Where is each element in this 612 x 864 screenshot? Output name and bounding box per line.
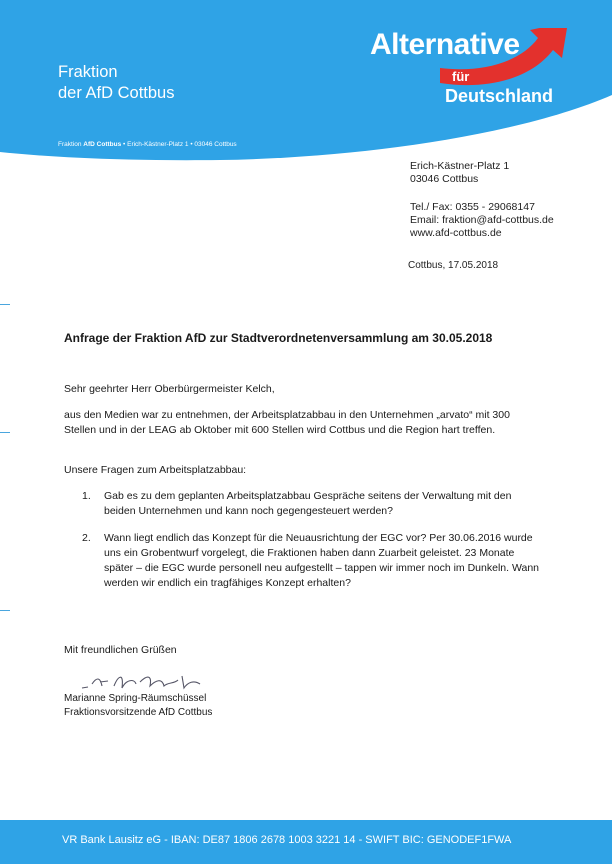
contact-city: 03046 Cottbus (410, 173, 479, 185)
contact-block (410, 160, 554, 240)
question-number: 2. (82, 532, 91, 544)
signer-name: Marianne Spring-Räumschüssel (64, 693, 207, 704)
contact-street: Erich-Kästner-Platz 1 (410, 160, 510, 172)
fold-mark (0, 304, 10, 305)
letter-subject: Anfrage der Fraktion AfD zur Stadtverordnetenversammlung am 30.05.2018 (64, 331, 493, 345)
logo-text-fuer: für (452, 69, 470, 84)
question-list (82, 489, 542, 603)
sender-rest: • Erich-Kästner-Platz 1 • 03046 Cottbus (121, 141, 237, 148)
party-logo (370, 28, 570, 110)
signer-role: Fraktionsvorsitzende AfD Cottbus (64, 707, 213, 718)
faction-title (58, 62, 174, 104)
contact-spacer (410, 186, 554, 201)
punch-mark (0, 432, 10, 433)
sender-prefix: Fraktion (58, 141, 84, 148)
sender-address-line (58, 141, 237, 148)
signature-block (64, 692, 212, 720)
logo-text-deutschland: Deutschland (445, 86, 554, 106)
salutation: Sehr geehrter Herr Oberbürgermeister Kelch, (64, 383, 275, 395)
faction-title-line1: Fraktion (58, 63, 118, 81)
contact-web: www.afd-cottbus.de (410, 227, 502, 239)
sender-name: AfD Cottbus (83, 141, 122, 148)
letter-date: Cottbus, 17.05.2018 (408, 260, 499, 271)
question-text: Gab es zu dem geplanten Arbeitsplatzabbau Gespräche seitens der Verwaltung mit den beiden Unternehmen und kann noch gegengesteuert werden? (104, 490, 512, 517)
questions-intro: Unsere Fragen zum Arbeitsplatzabbau: (64, 464, 247, 476)
question-item (82, 531, 542, 591)
contact-phone: Tel./ Fax: 0355 - 29068147 (410, 201, 535, 213)
question-text: Wann liegt endlich das Konzept für die Neuausrichtung der EGC vor? Per 30.06.2016 wurde uns ein Grobentwurf vorgelegt, die Fraktionen haben dann Zuarbeit geleistet. 23 Monate später – die EGC wurde personell neu aufgestellt – tappen wir immer noch im Dunkeln. Wann werden wir endlich ein tragfähiges Konzept erhalten? (104, 532, 539, 589)
logo-text-alternative: Alternative (370, 28, 520, 61)
letterhead (0, 0, 612, 175)
question-number: 1. (82, 490, 91, 502)
contact-email: Email: fraktion@afd-cottbus.de (410, 214, 554, 226)
question-item (82, 489, 542, 519)
closing-greeting: Mit freundlichen Grüßen (64, 644, 177, 656)
bank-details: VR Bank Lausitz eG - IBAN: DE87 1806 2678 1003 3221 14 - SWIFT BIC: GENODEF1FWA (62, 834, 512, 846)
footer-bar (0, 820, 612, 864)
faction-title-line2: der AfD Cottbus (58, 84, 175, 102)
intro-paragraph: aus den Medien war zu entnehmen, der Arbeitsplatzabbau in den Unternehmen „arvato“ mit 300 Stellen und in der LEAG ab Oktober mit 600 Stellen wird Cottbus und die Region hart treffen. (64, 409, 510, 436)
fold-mark (0, 610, 10, 611)
